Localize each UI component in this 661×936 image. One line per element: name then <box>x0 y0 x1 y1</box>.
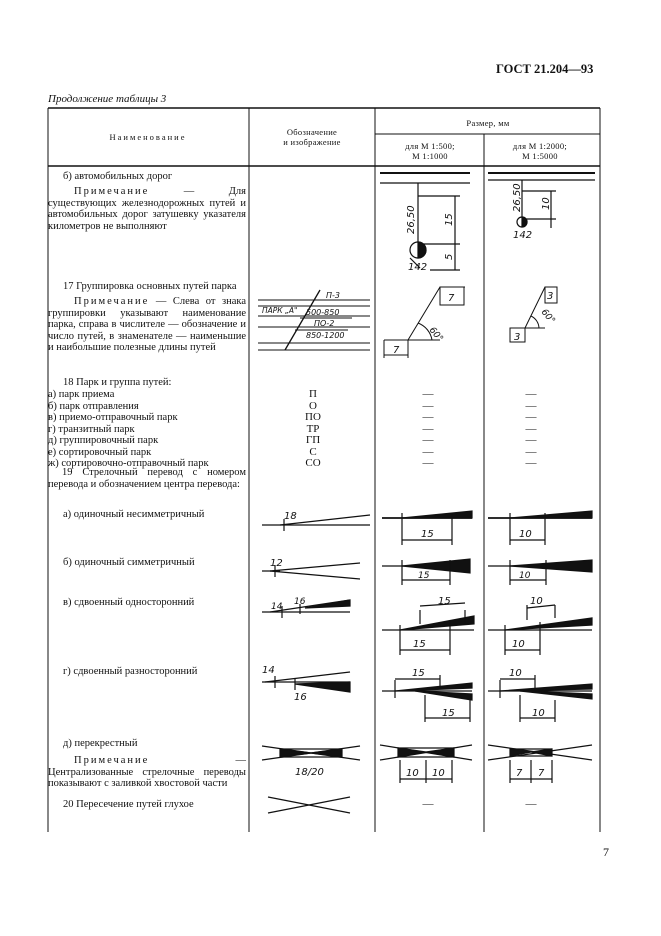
park-code: ТР <box>306 422 320 435</box>
row-19c: в) сдвоенный односторонний <box>63 597 195 608</box>
dim-7-19e-1: 7 <box>516 768 523 779</box>
dim-26-50-a: 26,50 <box>406 205 417 234</box>
list-item: д) группировочный парк <box>48 435 159 446</box>
park-dashes-b: — — — — — — — <box>525 388 537 469</box>
angle-60-a: 60° <box>426 325 445 345</box>
dim-10-19d-top: 10 <box>509 668 522 679</box>
col-header-designation: Обозначение и изображение <box>283 127 341 147</box>
dim-10-19e-2: 10 <box>432 768 445 779</box>
dim-7-top-a: 7 <box>448 293 455 304</box>
dim-15-19b: 15 <box>418 571 430 581</box>
switch-number-14: 14 <box>271 602 283 612</box>
park-len-p3: 500-850 <box>306 308 340 317</box>
dim-10-19c-top: 10 <box>530 596 543 607</box>
row-19: 19 Стрелочный перевод с номером перевода и обозначением центра перевода: <box>48 467 246 490</box>
list-item: е) сортировочный парк <box>48 446 152 458</box>
dim-5-a: 5 <box>444 253 455 260</box>
dim-15-19c-top: 15 <box>438 596 451 607</box>
switch-19c-b <box>488 605 592 655</box>
dim-7-bottom-a: 7 <box>393 345 400 356</box>
row-19a: а) одиночный несимметричный <box>63 509 205 520</box>
blind-crossing-sign <box>268 797 350 813</box>
table-grid <box>48 108 600 832</box>
row-17: 17 Группировка основных путей парка <box>63 281 237 292</box>
row-18: 18 Парк и группа путей: <box>63 377 172 388</box>
park-len-po2: 850-1200 <box>306 331 345 340</box>
dim-15-19a: 15 <box>421 529 434 540</box>
row-19d: г) сдвоенный разносторонний <box>63 666 198 677</box>
park-code: С <box>309 445 317 458</box>
switch-number-18-20: 18/20 <box>295 767 324 778</box>
note-roads: Примечание — Для существующих железнодорожных путей и автомобильных дорог затушевку указателя километров не выполняют <box>48 186 246 232</box>
dim-142-b: 142 <box>513 230 533 241</box>
dim-15-19c-bottom: 15 <box>413 639 426 650</box>
park-name: ПАРК „А" <box>262 306 298 315</box>
switch-19e-a <box>380 745 472 783</box>
list-item: а) парк приема <box>48 389 115 400</box>
dim-10-19d-bottom: 10 <box>532 708 545 719</box>
switch-19a-b <box>488 511 592 545</box>
row-roads: б) автомобильных дорог <box>63 171 173 182</box>
dim-10-19a: 10 <box>519 529 532 540</box>
switch-number-16-d: 16 <box>294 692 307 703</box>
col-header-scale-a: для М 1:500; М 1:1000 <box>405 141 455 161</box>
dim-26-50-b: 26,50 <box>512 183 523 212</box>
switch-number-18: 18 <box>284 511 297 522</box>
switch-number-16: 16 <box>294 597 306 607</box>
list-item: б) парк отправления <box>48 400 139 412</box>
table-caption: Продолжение таблицы 3 <box>48 93 167 105</box>
dim-142-a: 142 <box>408 262 428 273</box>
switch-19c-a <box>382 603 474 655</box>
park-code: П <box>309 388 317 400</box>
r20-dash-b: — <box>525 798 537 810</box>
note-19e: Примечание — Централизованные стрелочные переводы показывают с заливкой хвостовой части <box>48 755 246 789</box>
park-code: О <box>309 399 317 412</box>
row-19b: б) одиночный симметричный <box>63 557 195 568</box>
dim-10-19b: 10 <box>519 571 531 581</box>
dim-15-19d-top: 15 <box>412 668 425 679</box>
switch-19e-sign <box>262 746 360 760</box>
row-19e: д) перекрестный <box>63 738 138 749</box>
park-track-p3: П-3 <box>326 291 340 300</box>
park-code: ГП <box>305 434 321 446</box>
park-code: СО <box>305 457 321 469</box>
park-code: ПО <box>305 411 321 423</box>
list-item: в) приемо-отправочный парк <box>48 412 178 423</box>
page-number: 7 <box>603 845 609 859</box>
note-17: Примечание — Слева от знака группировки указывают наименование парка, справа в числителе — обозначение и число путей, в знаменателе — наименьшие и наибольшие полезные длины путей <box>48 296 246 353</box>
switch-19a-sign <box>262 515 370 531</box>
park-dashes-a: — — — — — — — <box>422 388 434 469</box>
switch-19b-b <box>488 560 592 585</box>
dim-3-top-b: 3 <box>547 291 554 302</box>
dim-3-bottom-b: 3 <box>514 332 521 343</box>
r20-dash-a: — <box>422 798 434 810</box>
switch-number-14-d: 14 <box>262 665 275 676</box>
switch-number-12: 12 <box>270 558 283 569</box>
km-marker-scale-a <box>380 173 470 270</box>
switch-19d-sign <box>262 672 350 692</box>
col-header-scale-b: для М 1:2000; М 1:5000 <box>512 141 568 161</box>
dim-15-19d-bottom: 15 <box>442 708 455 719</box>
dim-10-19c-bottom: 10 <box>512 639 525 650</box>
dim-7-19e-2: 7 <box>538 768 545 779</box>
col-header-name: Наименование <box>109 132 187 142</box>
dim-10-b: 10 <box>541 197 552 210</box>
angle-60-b: 60° <box>538 307 557 327</box>
row-20: 20 Пересечение путей глухое <box>63 799 194 810</box>
park-track-po2: ПО-2 <box>314 319 335 328</box>
list-item: г) транзитный парк <box>48 423 135 435</box>
dim-10-19e-1: 10 <box>406 768 419 779</box>
col-header-size: Размер, мм <box>466 118 510 128</box>
dim-15-a: 15 <box>444 213 455 226</box>
switch-19d-a <box>382 675 472 722</box>
standard-number: ГОСТ 21.204—93 <box>496 62 594 76</box>
list-item: ж) сортировочно-отправочный парк <box>48 458 209 469</box>
